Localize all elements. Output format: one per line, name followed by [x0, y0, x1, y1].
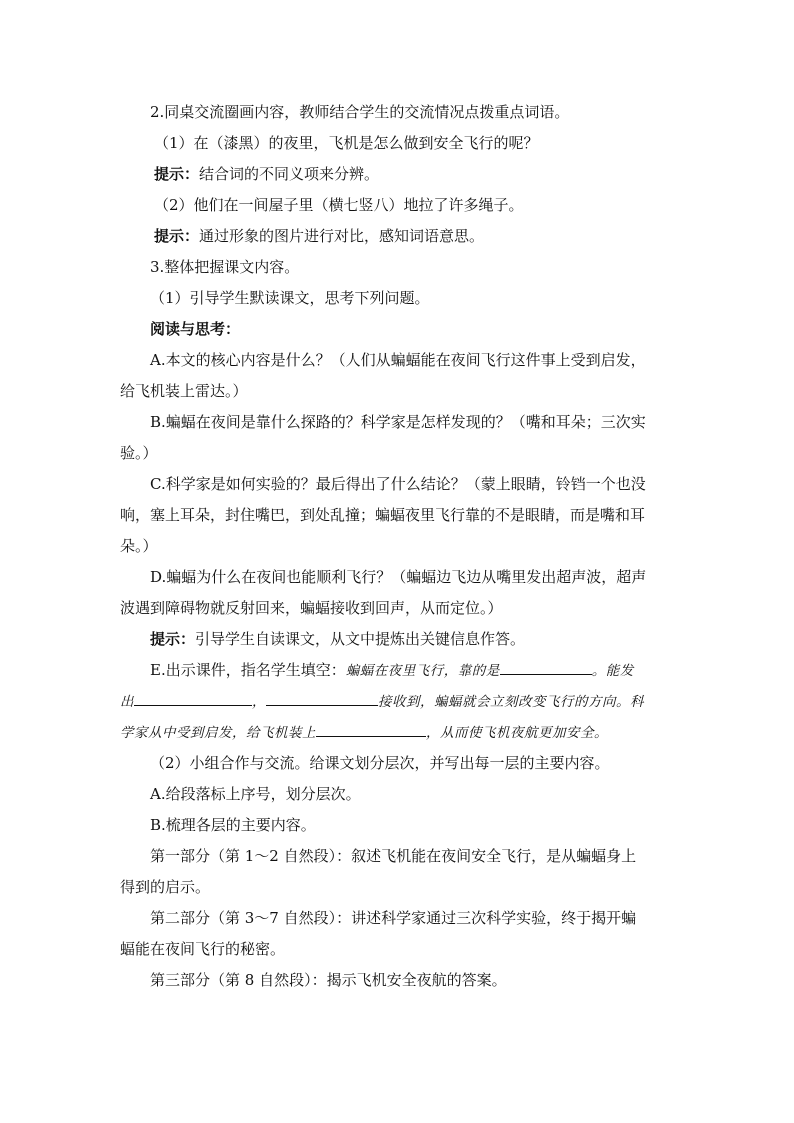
question-d-line-2: 波遇到障碍物就反射回来，蝙蝠接收到回声，从而定位。）: [120, 599, 503, 617]
question-a-line-2: 给飞机装上雷达。）: [120, 382, 248, 400]
reading-heading: 阅读与思考：: [150, 320, 241, 338]
question-1: （1）在（漆黑）的夜里，飞机是怎么做到安全飞行的呢？: [154, 134, 539, 152]
hint-3: [120, 624, 680, 655]
hint-label: 提示：: [154, 165, 200, 183]
question-c-line-1: C.科学家是如何实验的？最后得出了什么结论？（蒙上眼睛，铃铛一个也没: [150, 475, 646, 493]
hint-text: 引导学生自读课文，从文中提炼出关键信息作答。: [195, 630, 526, 648]
section-3-2: （2）小组合作与交流。给课文划分层次，并写出每一层的主要内容。: [150, 754, 610, 772]
section-3-1: （1）引导学生默读课文，思考下列问题。: [150, 289, 430, 307]
part-3-line-1: 第三部分（第 8 自然段）：揭示飞机安全夜航的答案。: [150, 971, 507, 989]
question-d-line-1: D.蝙蝠为什么在夜间也能顺利飞行？（蝙蝠边飞边从嘴里发出超声波，超声: [150, 568, 647, 586]
hint-text: 通过形象的图片进行对比，感知词语意思。: [199, 227, 485, 245]
step-a: A.给段落标上序号，划分层次。: [150, 785, 361, 803]
question-c-line-2: 响，塞上耳朵，封住嘴巴，到处乱撞；蝙蝠夜里飞行靠的不是眼睛，而是嘴和耳: [120, 506, 646, 524]
part-1-line-2: 得到的启示。: [120, 878, 211, 896]
question-2: （2）他们在一间屋子里（横七竖八）地拉了许多绳子。: [154, 196, 524, 214]
step-b: B.梳理各层的主要内容。: [150, 816, 316, 834]
hint-label: 提示：: [150, 630, 196, 648]
fill-in-text: 接收到，蝙蝠就会立刻改变飞行的方向。科: [378, 694, 644, 710]
fill-in-blank-1: [500, 658, 592, 675]
fill-in-line-3: [120, 717, 680, 748]
question-b-line-1: B.蝙蝠在夜间是靠什么探路的？科学家是怎样发现的？（嘴和耳朵；三次实: [150, 413, 646, 431]
part-2-line-2: 蝠能在夜间飞行的秘密。: [120, 940, 286, 958]
section-3-heading: 3.整体把握课文内容。: [150, 258, 300, 276]
hint-label: 提示：: [154, 227, 200, 245]
fill-in-blank-3: [266, 689, 378, 706]
fill-in-line-1: [120, 655, 680, 686]
fill-in-text: ，: [252, 694, 266, 710]
question-b-line-2: 验。）: [120, 444, 158, 462]
hint-text: 结合词的不同义项来分辨。: [199, 165, 380, 183]
question-a-line-1: A.本文的核心内容是什么？（人们从蝙蝠能在夜间飞行这件事上受到启发，: [150, 351, 646, 369]
part-2-line-1: 第二部分（第 3～7 自然段）：讲述科学家通过三次科学实验，终于揭开蝙: [150, 909, 637, 927]
fill-in-blank-4: [316, 720, 426, 737]
fill-in-blank-2: [134, 689, 252, 706]
document-page: [120, 97, 680, 996]
fill-in-text: 蝙蝠在夜里飞行，靠的是: [345, 663, 500, 679]
hint-1: [120, 159, 680, 190]
section-2-heading: 2.同桌交流圈画内容，教师结合学生的交流情况点拨重点词语。: [150, 103, 570, 121]
fill-in-text: 学家从中受到启发，给飞机装上: [120, 725, 316, 741]
hint-2: [120, 221, 680, 252]
fill-in-prefix: E.出示课件，指名学生填空：: [150, 661, 346, 679]
fill-in-line-2: [120, 686, 680, 717]
part-1-line-1: 第一部分（第 1～2 自然段）：叙述飞机能在夜间安全飞行，是从蝙蝠身上: [150, 847, 637, 865]
fill-in-text: 出: [120, 694, 134, 710]
question-c-line-3: 朵。）: [120, 537, 158, 555]
fill-in-text: 。能发: [591, 663, 634, 679]
fill-in-text: ，从而使飞机夜航更加安全。: [426, 725, 608, 741]
